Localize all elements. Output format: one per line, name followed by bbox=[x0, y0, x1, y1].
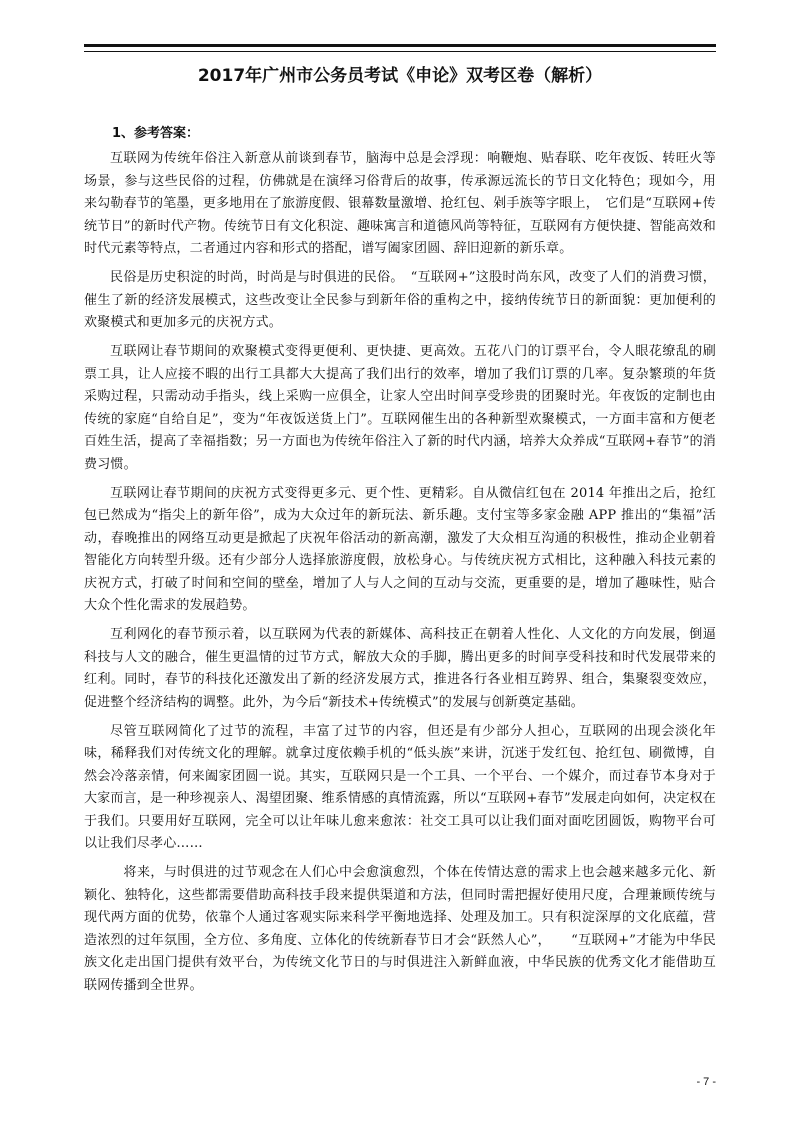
header-rule-thin bbox=[84, 51, 716, 52]
section-heading: 1、参考答案： bbox=[112, 126, 200, 141]
paragraph-1: 互联网为传统年俗注入新意从前谈到春节，脑海中总是会浮现：响鞭炮、贴春联、吃年夜饭、转旺火等场景，参与这些民俗的过程，仿佛就是在演绎习俗背后的故事，传承源远流长的节日文化特色；现如今，用来勾勒春节的笔墨，更多地用在了旅游度假、银幕数量激增、抢红包、剁手族等字眼上， 它们是“互联网+传统节日”的新时代产物。传统节日有文化积淀、趣味寓言和道德风尚等特征，互联网有方便快捷、智能高效和时代元素等特点，二者通过内容和形式的搭配，谱写阖家团圆、辞旧迎新的新乐章。 bbox=[84, 151, 716, 256]
paragraph-5: 互利网化的春节预示着，以互联网为代表的新媒体、高科技正在朝着人性化、人文化的方向发展，倒逼科技与人文的融合，催生更温情的过节方式，解放大众的手脚，腾出更多的时间享受科技和时代发展带来的红利。同时，春节的科技化还激发出了新的经济发展方式，推进各行各业相互跨界、组合，集聚裂变效应，促进整个经济结构的调整。此外，为今后“新技术+传统模式”的发展与创新奠定基础。 bbox=[84, 627, 716, 710]
paragraph-6: 尽管互联网简化了过节的流程，丰富了过节的内容，但还是有少部分人担心，互联网的出现会淡化年味，稀释我们对传统文化的理解。就拿过度依赖手机的“低头族”来讲，沉迷于发红包、抢红包、刷微博，自然会冷落亲情，何来阖家团圆一说。其实，互联网只是一个工具、一个平台、一个媒介，而过春节本身对于大家而言，是一种珍视亲人、渴望团聚、维系情感的真情流露，所以“互联网+春节”发展走向如何，决定权在于我们。只要用好互联网，完全可以让年味儿愈来愈浓：社交工具可以让我们面对面吃团圆饭，购物平台可以让我们尽孝心…… bbox=[84, 723, 716, 851]
document-title: 2017年广州市公务员考试《申论》双考区卷（解析） bbox=[197, 66, 603, 86]
header-rule-thick bbox=[84, 44, 716, 47]
paragraph-3: 互联网让春节期间的欢聚模式变得更便利、更快捷、更高效。五花八门的订票平台，令人眼花缭乱的刷票工具，让人应接不暇的出行工具都大大提高了我们出行的效率，增加了我们订票的几率。复杂繁琐的年货采购过程，只需动动手指头，线上采购一应俱全，让家人空出时间享受珍贵的团聚时光。年夜饭的定制也由传统的家庭“自给自足”，变为“年夜饭送货上门”。互联网催生出的各种新型欢聚模式，一方面丰富和方便老百姓生活，提高了幸福指数；另一方面也为传统年俗注入了新的时代内涵，培养大众养成“互联网+春节”的消费习惯。 bbox=[84, 344, 716, 472]
paragraph-4: 互联网让春节期间的庆祝方式变得更多元、更个性、更精彩。自从微信红包在 2014 年推出之后，抢红包已然成为“指尖上的新年俗”，成为大众过年的新玩法、新乐趣。支付宝等多家金融 APP 推出的“集福”活动，春晚推出的网络互动更是掀起了庆祝年俗活动的新高潮，激发了大众相互沟通的积极性，推动企业朝着智能化方向转型升级。还有少部分人选择旅游度假，放松身心。与传统庆祝方式相比，这种融入科技元素的庆祝方式，打破了时间和空间的壁垒，增加了人与人之间的互动与交流，更重要的是，增加了趣味性，贴合大众个性化需求的发展趋势。 bbox=[84, 485, 716, 613]
document-body bbox=[84, 148, 716, 1004]
paragraph-7: 将来，与时俱进的过节观念在人们心中会愈演愈烈，个体在传情达意的需求上也会越来越多元化、新颖化、独特化，这些都需要借助高科技手段来提供渠道和方法，但同时需把握好使用尺度，合理兼顾传统与现代两方面的优势，依靠个人通过客观实际来科学平衡地选择、处理及加工。只有积淀深厚的文化底蕴，营造浓烈的过年氛围，全方位、多角度、立体化的传统新春节日才会“跃然人心”， “互联网+”才能为中华民族文化走出国门提供有效平台，为传统文化节日的与时俱进注入新鲜血液，中华民族的优秀文化才能借助互联网传播到全世界。 bbox=[84, 865, 716, 993]
page-number: - 7 - bbox=[696, 1076, 716, 1088]
paragraph-2: 民俗是历史积淀的时尚，时尚是与时俱进的民俗。 “互联网+”这股时尚东风，改变了人们的消费习惯，催生了新的经济发展模式，这些改变让全民参与到新年俗的重构之中，接纳传统节日的新面貌：更加便利的欢聚模式和更加多元的庆祝方式。 bbox=[84, 270, 716, 330]
